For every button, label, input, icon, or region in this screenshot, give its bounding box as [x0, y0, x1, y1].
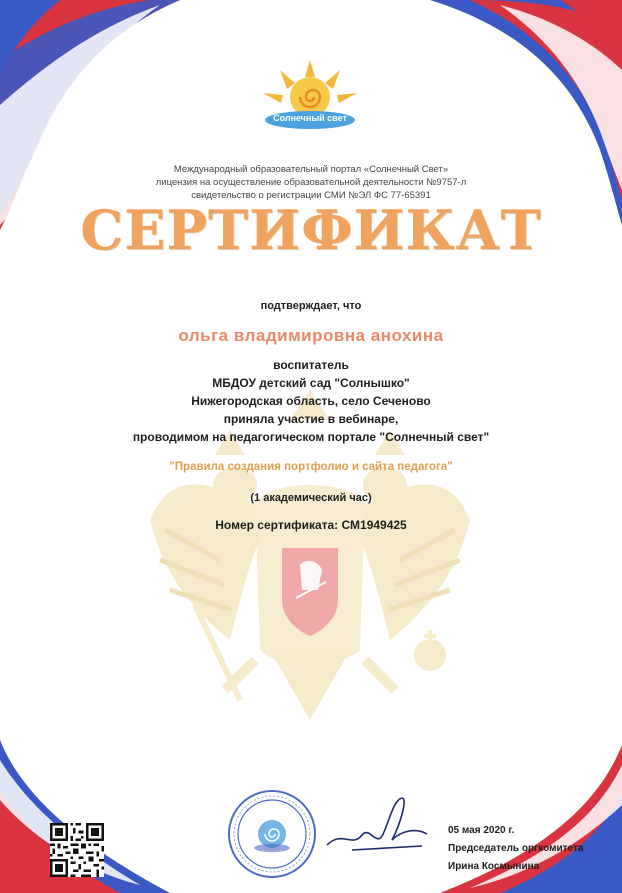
- sun-logo-icon: [255, 55, 365, 135]
- chair-name: Ирина Космынина: [448, 861, 540, 872]
- chair-title: Председатель оргкомитета: [448, 843, 584, 854]
- recipient-organization: МБДОУ детский сад "Солнышко": [212, 376, 410, 390]
- recipient-name: ольга владимировна анохина: [178, 326, 444, 345]
- certificate-title: СЕРТИФИКАТ: [80, 198, 542, 262]
- logo-text: Солнечный свет: [273, 113, 347, 123]
- participation-text: приняла участие в вебинаре,: [223, 412, 399, 426]
- header-registration: свидетельство о регистрации СМИ №ЭЛ ФС 77-65391: [191, 190, 431, 201]
- qr-code-icon: [50, 823, 104, 877]
- confirms-text: подтверждает, что: [260, 300, 362, 312]
- portal-logo: [255, 55, 365, 135]
- certificate-number: Номер сертификата: СМ1949425: [215, 518, 407, 532]
- signature-icon: [322, 790, 432, 860]
- portal-text: проводимом на педагогическом портале "Солнечный свет": [132, 430, 490, 444]
- header-license: лицензия на осуществление образовательной деятельности №9757-л: [155, 177, 467, 188]
- header-portal-name: Международный образовательный портал «Солнечный Свет»: [173, 164, 449, 175]
- issue-date: 05 мая 2020 г.: [448, 825, 515, 836]
- recipient-position: воспитатель: [273, 358, 349, 372]
- recipient-location: Нижегородская область, село Сеченово: [191, 394, 431, 408]
- stamp-icon: [226, 788, 318, 880]
- hours-text: (1 академический час): [250, 492, 372, 504]
- webinar-title: "Правила создания портфолио и сайта педагога": [169, 461, 453, 473]
